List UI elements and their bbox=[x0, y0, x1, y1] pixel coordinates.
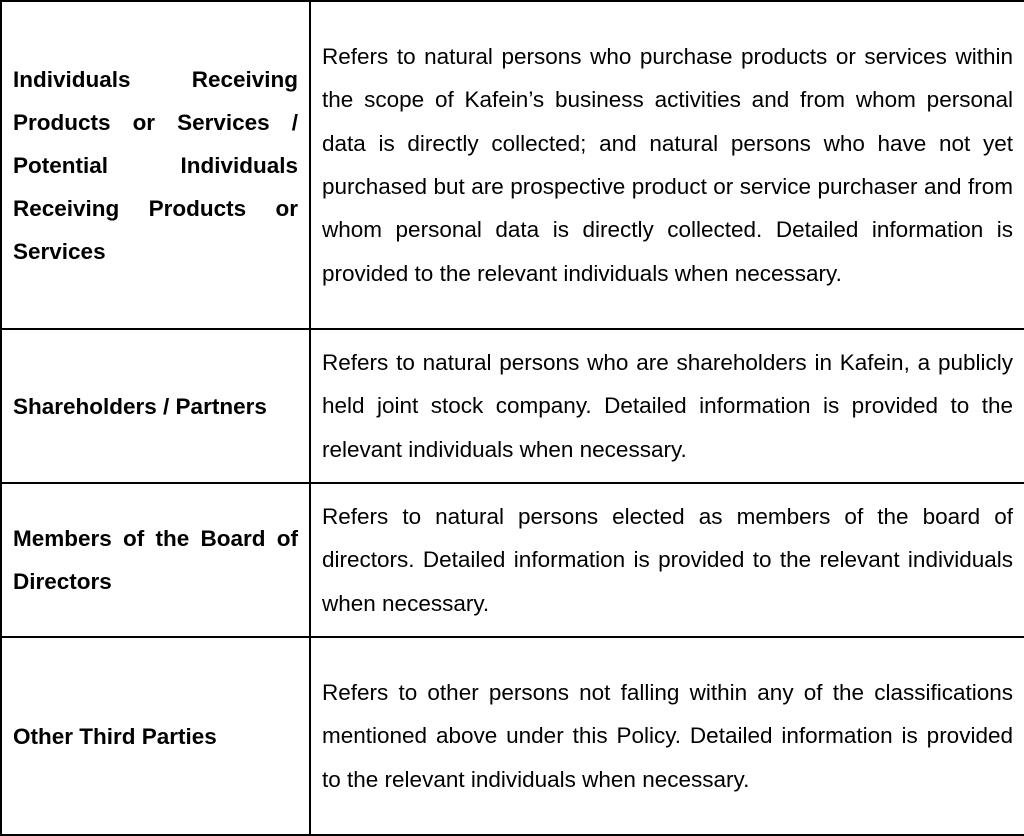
description-cell: Refers to natural persons who purchase products or services within the scope of Kafein’s business activities and from whom personal data is directly collected; and natural persons who have not yet purchased but are prospective product or service purchaser and from whom personal data is directly collected. Detailed information is provided to the relevant individuals when necessary. bbox=[310, 1, 1024, 329]
table-row bbox=[1, 483, 1024, 637]
table-row bbox=[1, 1, 1024, 329]
category-cell: Individuals Receiving Products or Services / Potential Individuals Receiving Products or Services bbox=[1, 1, 310, 329]
category-cell: Members of the Board of Directors bbox=[1, 483, 310, 637]
category-cell: Shareholders / Partners bbox=[1, 329, 310, 483]
category-cell: Other Third Parties bbox=[1, 637, 310, 835]
description-cell: Refers to natural persons who are shareholders in Kafein, a publicly held joint stock company. Detailed information is provided to the relevant individuals when necessary. bbox=[310, 329, 1024, 483]
description-cell: Refers to natural persons elected as members of the board of directors. Detailed information is provided to the relevant individuals when necessary. bbox=[310, 483, 1024, 637]
table-row bbox=[1, 637, 1024, 835]
description-cell: Refers to other persons not falling within any of the classifications mentioned above under this Policy. Detailed information is provided to the relevant individuals when necessary. bbox=[310, 637, 1024, 835]
table-row bbox=[1, 329, 1024, 483]
